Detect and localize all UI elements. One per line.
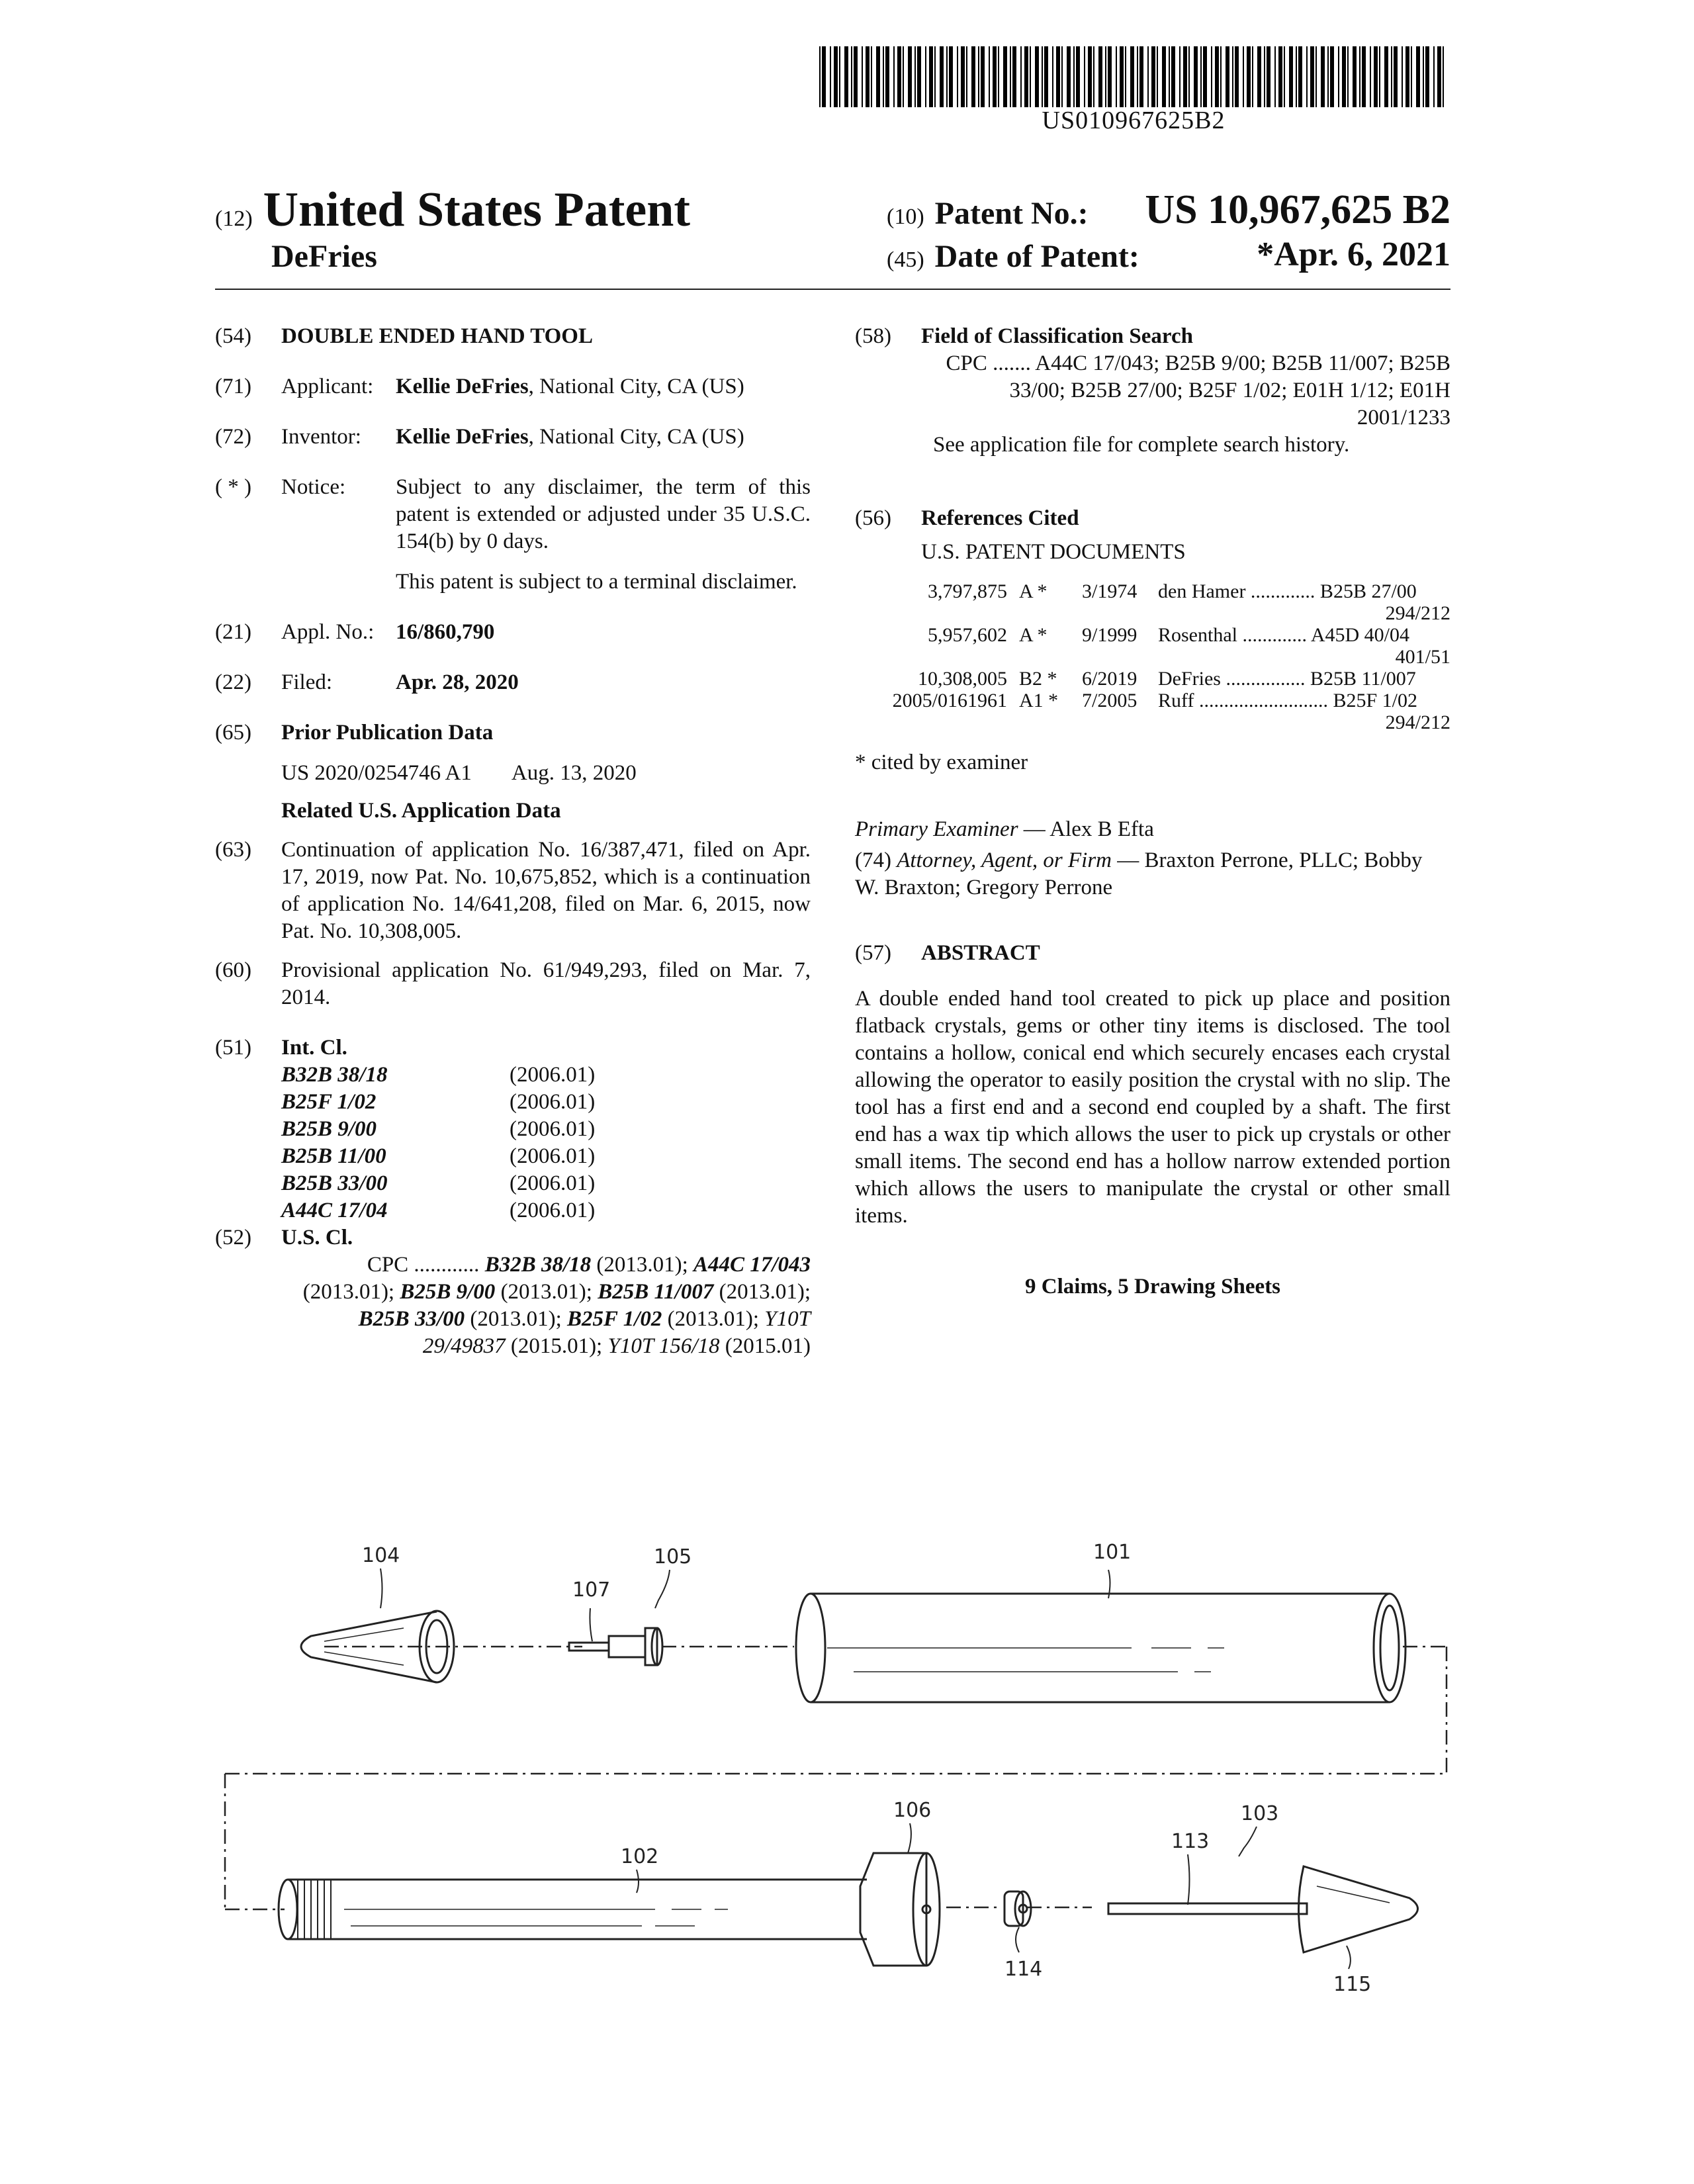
barcode-bar: [1056, 46, 1060, 107]
label-103: 103: [1241, 1802, 1279, 1825]
field-code: (54): [215, 324, 251, 348]
barcode-bar: [1384, 46, 1388, 107]
appl-no-value: 16/860,790: [396, 620, 495, 644]
int-cl-version: (2006.01): [510, 1117, 596, 1141]
barcode-number: US010967625B2: [1042, 107, 1226, 134]
cpc-version: (2013.01);: [465, 1307, 568, 1331]
barcode-bar: [1073, 46, 1075, 107]
field-label: Appl. No.:: [281, 620, 375, 644]
barcode-bar: [1370, 46, 1371, 107]
label-106: 106: [893, 1799, 932, 1822]
field-code: (74): [855, 848, 897, 872]
abstract-section: [855, 940, 1450, 1230]
barcode-bar: [893, 46, 895, 107]
prior-publication-number: US 2020/0254746 A1: [281, 761, 472, 785]
field-of-search-heading: Field of Classification Search: [921, 324, 1193, 348]
barcode-image: [819, 46, 1448, 107]
ref-kind: A *: [1019, 624, 1048, 646]
barcode-bar: [1402, 46, 1403, 107]
label-104: 104: [362, 1544, 400, 1567]
barcode-bar: [830, 46, 831, 107]
title-field: [215, 323, 811, 350]
cpc-class: B25B 11/007: [598, 1280, 714, 1304]
reference-row-extra: [855, 602, 1450, 624]
prior-publication-field: [215, 719, 811, 787]
barcode-bar: [822, 46, 826, 107]
reference-row-extra: [855, 711, 1450, 733]
int-cl-version: (2006.01): [510, 1171, 596, 1195]
barcode-bar: [1252, 46, 1253, 107]
references-heading: References Cited: [921, 506, 1079, 530]
barcode-bar: [1347, 46, 1349, 107]
assembly-lines: [225, 1647, 1447, 1909]
cpc-class: Y10T 29/49837: [422, 1307, 811, 1358]
patent-header-title: [215, 182, 690, 238]
label-114: 114: [1004, 1958, 1043, 1981]
left-column: [215, 323, 811, 1383]
barcode-bar: [1359, 46, 1360, 107]
cpc-class: B25F 1/02: [567, 1307, 662, 1331]
notice-field: [215, 474, 811, 596]
continuation-field: [215, 837, 811, 945]
cpc-version: (2013.01);: [667, 1307, 765, 1331]
int-cl-row: [281, 1197, 595, 1224]
cpc-version: (2013.01);: [719, 1280, 811, 1304]
barcode-bar: [1327, 46, 1329, 107]
barcode-bar: [1235, 46, 1239, 107]
barcode-bar: [929, 46, 933, 107]
collar-106: [860, 1853, 940, 1966]
barcode-bar: [903, 46, 904, 107]
provisional-field: [215, 957, 811, 1011]
barcode-bar: [1067, 46, 1071, 107]
examiner-name: — Alex B Efta: [1018, 817, 1154, 841]
barcode-bar: [851, 46, 852, 107]
notice-text: Subject to any disclaimer, the term of this patent is extended or adjusted under 35 U.S.C. 154(b) by 0 days.: [396, 475, 811, 553]
barcode-bar: [1425, 46, 1429, 107]
barcode: [819, 46, 1448, 107]
barcode-bar: [1084, 46, 1085, 107]
provisional-text: Provisional application No. 61/949,293, filed on Mar. 7, 2014.: [281, 958, 811, 1009]
barcode-bar: [1024, 46, 1028, 107]
inventor-field: [215, 424, 811, 451]
cpc-class: A44C 17/043: [693, 1253, 811, 1277]
barcode-bar: [1274, 46, 1276, 107]
barcode-bar: [1289, 46, 1293, 107]
examiner-label: Primary Examiner: [855, 817, 1018, 841]
prior-publication-date: Aug. 13, 2020: [511, 761, 637, 785]
field-code-45: (45): [887, 248, 924, 272]
ref-name: DeFries ................ B25B 11/007: [1158, 668, 1416, 690]
barcode-bar: [871, 46, 872, 107]
barcode-bar: [1052, 46, 1053, 107]
us-cl-heading: U.S. Cl.: [281, 1226, 353, 1250]
barcode-bar: [1116, 46, 1117, 107]
barcode-bar: [1226, 46, 1229, 107]
field-label: Applicant:: [281, 375, 374, 398]
related-application-heading: Related U.S. Application Data: [281, 799, 561, 823]
barcode-bar: [1405, 46, 1409, 107]
field-code: ( * ): [215, 475, 251, 499]
cited-by-examiner-note: * cited by examiner: [855, 751, 1028, 774]
field-of-search-cpc: CPC ....... A44C 17/043; B25B 9/00; B25B 11/007; B25B 33/00; B25B 27/00; B25F 1/02; E01H 1/12; E01H 2001/1233: [946, 351, 1450, 430]
ref-kind: A *: [1019, 580, 1048, 602]
ref-kind: A1 *: [1019, 690, 1059, 711]
label-105: 105: [654, 1545, 692, 1569]
header-divider: [215, 289, 1450, 290]
barcode-bar: [1211, 46, 1212, 107]
barcode-bar: [957, 46, 958, 107]
int-cl-version: (2006.01): [510, 1199, 596, 1222]
barcode-bar: [949, 46, 953, 107]
int-cl-row: [281, 1170, 595, 1197]
barcode-bar: [1157, 46, 1158, 107]
field-code: (72): [215, 425, 251, 449]
barcode-bar: [1179, 46, 1181, 107]
conical-cap-104: [301, 1611, 454, 1682]
ref-name: den Hamer ............. B25B 27/00: [1158, 580, 1417, 602]
barcode-bar: [1264, 46, 1265, 107]
field-code: (65): [215, 721, 251, 745]
ref-date: 7/2005: [1082, 690, 1137, 711]
field-code: (57): [855, 941, 891, 965]
cpc-version: (2015.01): [719, 1334, 811, 1358]
barcode-bar: [1108, 46, 1112, 107]
barcode-bar: [1338, 46, 1339, 107]
field-label: Notice:: [281, 475, 346, 499]
ring-114: [1004, 1891, 1031, 1926]
date-of-patent-label: [887, 238, 1139, 275]
int-cl-heading: Int. Cl.: [281, 1036, 347, 1060]
field-of-search: [855, 323, 1450, 459]
int-cl-class: A44C 17/04: [281, 1199, 388, 1222]
barcode-bar: [1362, 46, 1366, 107]
field-code: (21): [215, 620, 251, 644]
barcode-bar: [981, 46, 985, 107]
barcode-bar: [897, 46, 901, 107]
reference-row: [855, 690, 1450, 711]
wax-tip-assembly-105: [569, 1628, 662, 1665]
filed-field: [215, 669, 811, 696]
barcode-bar: [1183, 46, 1187, 107]
barcode-bar: [1353, 46, 1357, 107]
cpc-class: Y10T 156/18: [607, 1334, 720, 1358]
field-label: Inventor:: [281, 425, 361, 449]
int-cl-version: (2006.01): [510, 1144, 596, 1168]
field-code-12: (12): [215, 206, 253, 231]
attorney-agent: [855, 847, 1450, 901]
barcode-bar: [1443, 46, 1444, 107]
field-code-10: (10): [887, 205, 924, 229]
shaft-cone-103: [1108, 1866, 1418, 1952]
ref-extra-class: 401/51: [1395, 646, 1450, 668]
barcode-bar: [1169, 46, 1170, 107]
barcode-bar: [914, 46, 916, 107]
barcode-bar: [1147, 46, 1149, 107]
barcode-bar: [946, 46, 948, 107]
prior-publication-heading: Prior Publication Data: [281, 721, 494, 745]
ref-number: 10,308,005: [918, 668, 1007, 690]
field-label: Filed:: [281, 670, 333, 694]
barcode-bar: [1411, 46, 1412, 107]
barcode-bar: [834, 46, 838, 107]
barcode-bar: [1379, 46, 1380, 107]
barcode-bar: [1298, 46, 1302, 107]
field-code: (51): [215, 1036, 251, 1060]
abstract-text: A double ended hand tool created to pick up place and position flatback crystals, gems or other tiny items is disclosed. The tool contains a hollow, conical end which securely encases each crystal allowing the operator to easily position the crystal with no slip. The tool has a first end and a second end coupled by a shaft. The first end has a wax tip which allows the user to pick up crystals or other small items. The second end has a hollow narrow extended portion which allows the users to manipulate the crystal or other small items.: [855, 987, 1450, 1228]
barcode-bar: [1130, 46, 1134, 107]
field-code: (58): [855, 324, 891, 348]
int-cl-class: B25F 1/02: [281, 1090, 377, 1114]
barcode-bar: [971, 46, 975, 107]
int-cl-version: (2006.01): [510, 1063, 596, 1087]
barcode-bar: [1200, 46, 1202, 107]
field-of-search-note: See application file for complete search history.: [933, 433, 1350, 457]
applicant-location: , National City, CA (US): [528, 375, 744, 398]
barcode-bar: [1120, 46, 1124, 107]
invention-title: DOUBLE ENDED HAND TOOL: [281, 324, 593, 348]
barcode-bar: [1012, 46, 1016, 107]
barcode-bar: [1030, 46, 1031, 107]
int-cl-row: [281, 1143, 595, 1170]
barcode-bar: [1020, 46, 1022, 107]
us-patent-documents-heading: U.S. PATENT DOCUMENTS: [921, 540, 1186, 564]
ref-number: 5,957,602: [928, 624, 1007, 646]
barcode-bar: [989, 46, 990, 107]
us-cl-cpc: [281, 1251, 811, 1360]
ref-date: 3/1974: [1082, 580, 1137, 602]
barcode-bar: [1243, 46, 1244, 107]
barcode-bar: [1010, 46, 1011, 107]
field-code: (63): [215, 838, 251, 862]
barcode-bar: [1093, 46, 1094, 107]
barcode-bar: [917, 46, 921, 107]
barcode-bar: [908, 46, 912, 107]
barcode-bar: [966, 46, 967, 107]
ref-date: 9/1999: [1082, 624, 1137, 646]
barcode-bar: [1125, 46, 1126, 107]
references-table: [855, 580, 1450, 733]
ref-number: 3,797,875: [928, 580, 1007, 602]
barcode-bar: [862, 46, 863, 107]
int-cl-class: B25B 11/00: [281, 1144, 386, 1168]
field-code: (22): [215, 670, 251, 694]
ref-kind: B2 *: [1019, 668, 1057, 690]
reference-row-extra: [855, 646, 1450, 668]
reference-row: [855, 580, 1450, 602]
cpc-version: (2013.01);: [302, 1280, 400, 1304]
barcode-bar: [1220, 46, 1222, 107]
barcode-bar: [998, 46, 999, 107]
barcode-bar: [1232, 46, 1233, 107]
barcode-bar: [1374, 46, 1378, 107]
barcode-bar: [819, 46, 821, 107]
field-code: (52): [215, 1226, 251, 1250]
barcode-bar: [866, 46, 869, 107]
int-cl-field: [215, 1034, 811, 1224]
filed-value: Apr. 28, 2020: [396, 670, 519, 694]
label-107: 107: [572, 1578, 611, 1602]
header-inventor: DeFries: [271, 239, 377, 274]
barcode-bar: [1162, 46, 1166, 107]
barcode-bar: [839, 46, 840, 107]
cpc-class: B32B 38/18: [484, 1253, 592, 1277]
barcode-bar: [1137, 46, 1138, 107]
patent-number-label: [887, 195, 1089, 232]
int-cl-class: B25B 33/00: [281, 1171, 388, 1195]
reference-labels: [362, 1541, 1371, 1996]
barcode-bar: [1391, 46, 1392, 107]
barcode-bar: [1296, 46, 1297, 107]
barcode-bar: [876, 46, 880, 107]
barcode-bar: [1188, 46, 1190, 107]
int-cl-class: B32B 38/18: [281, 1063, 388, 1087]
ref-extra-class: 294/212: [1385, 711, 1450, 733]
barcode-bar: [1433, 46, 1435, 107]
int-cl-class: B25B 9/00: [281, 1117, 377, 1141]
date-label-text: Date of Patent:: [934, 239, 1139, 274]
abstract-heading: ABSTRACT: [921, 941, 1040, 965]
barcode-bar: [1416, 46, 1420, 107]
cpc-version: (2013.01);: [591, 1253, 694, 1277]
primary-examiner: [855, 816, 1450, 843]
tube-101: [796, 1594, 1405, 1702]
barcode-bar: [885, 46, 889, 107]
field-code: (56): [855, 506, 891, 530]
barcode-bar: [940, 46, 944, 107]
attorney-label: Attorney, Agent, or Firm: [897, 848, 1112, 872]
barcode-bar: [844, 46, 848, 107]
cpc-version: (2015.01);: [505, 1334, 608, 1358]
inventor-location: , National City, CA (US): [528, 425, 744, 449]
representative-drawing: [192, 1509, 1482, 2071]
barcode-bar: [1098, 46, 1102, 107]
barcode-bar: [1105, 46, 1106, 107]
applicant-name: Kellie DeFries: [396, 375, 529, 398]
barcode-bar: [1061, 46, 1063, 107]
continuation-text: Continuation of application No. 16/387,471, filed on Apr. 17, 2019, now Pat. No. 10,675,852, which is a continuation of application No. 14/641,208, filed on Mar. 6, 2015, now Pat. No. 10,308,005.: [281, 838, 811, 943]
claims-summary: 9 Claims, 5 Drawing Sheets: [1025, 1275, 1280, 1298]
barcode-bar: [1321, 46, 1325, 107]
int-cl-row: [281, 1089, 595, 1116]
barcode-bar: [1278, 46, 1282, 107]
inventor-name: Kellie DeFries: [396, 425, 529, 449]
field-code: (60): [215, 958, 251, 982]
barcode-bar: [883, 46, 884, 107]
barcode-bar: [1267, 46, 1270, 107]
barcode-bar: [1315, 46, 1317, 107]
cpc-class: B25B 33/00: [358, 1307, 465, 1331]
barcode-bar: [854, 46, 858, 107]
barcode-bar: [1215, 46, 1219, 107]
barcode-bar: [1194, 46, 1198, 107]
related-data-heading-row: [215, 797, 811, 825]
int-cl-row: [281, 1062, 595, 1089]
barcode-bar: [1203, 46, 1207, 107]
barcode-bar: [1437, 46, 1441, 107]
barcode-bar: [1139, 46, 1143, 107]
ref-name: Ruff .......................... B25F 1/02: [1158, 690, 1417, 711]
right-column: [855, 323, 1450, 1300]
reference-row: [855, 624, 1450, 646]
barcode-bar: [1035, 46, 1039, 107]
barcode-bar: [1342, 46, 1346, 107]
barcode-bar: [1003, 46, 1007, 107]
int-cl-version: (2006.01): [510, 1090, 596, 1114]
field-code: (71): [215, 375, 251, 398]
cpc-version: (2013.01);: [495, 1280, 598, 1304]
barcode-bar: [1088, 46, 1092, 107]
applicant-field: [215, 373, 811, 400]
label-101: 101: [1093, 1541, 1132, 1564]
barcode-bar: [1306, 46, 1308, 107]
barcode-bar: [1394, 46, 1398, 107]
patent-number: US 10,967,625 B2: [1145, 187, 1450, 232]
reference-row: [855, 668, 1450, 690]
barcode-bar: [1171, 46, 1175, 107]
int-cl-table: [281, 1062, 595, 1224]
us-cl-field: [215, 1224, 811, 1360]
barcode-bar: [1423, 46, 1424, 107]
terminal-disclaimer-text: This patent is subject to a terminal disclaimer.: [396, 570, 797, 594]
label-113: 113: [1171, 1830, 1210, 1853]
barcode-bar: [993, 46, 997, 107]
barcode-bar: [1042, 46, 1043, 107]
patent-no-label-text: Patent No.:: [934, 196, 1089, 231]
barcode-bar: [1044, 46, 1048, 107]
label-115: 115: [1333, 1973, 1372, 1996]
ref-date: 6/2019: [1082, 668, 1137, 690]
date-of-patent: *Apr. 6, 2021: [1257, 236, 1450, 273]
ref-number: 2005/0161961: [892, 690, 1007, 711]
barcode-bar: [1151, 46, 1155, 107]
document-type: United States Patent: [263, 183, 691, 237]
cpc-label: CPC ............: [367, 1253, 480, 1277]
barcode-bar: [1247, 46, 1251, 107]
barcode-bar: [1310, 46, 1314, 107]
ref-extra-class: 294/212: [1385, 602, 1450, 624]
handle-102: [279, 1880, 867, 1939]
barcode-bar: [978, 46, 979, 107]
cpc-class: B25B 9/00: [400, 1280, 496, 1304]
int-cl-row: [281, 1116, 595, 1143]
references-cited: [855, 505, 1450, 776]
appl-no-field: [215, 619, 811, 646]
barcode-bar: [1076, 46, 1080, 107]
barcode-bar: [925, 46, 926, 107]
barcode-bar: [1284, 46, 1285, 107]
barcode-bar: [961, 46, 965, 107]
label-102: 102: [621, 1845, 659, 1868]
ref-name: Rosenthal ............. A45D 40/04: [1158, 624, 1409, 646]
barcode-bar: [1257, 46, 1261, 107]
barcode-bar: [934, 46, 936, 107]
barcode-bar: [1330, 46, 1334, 107]
attorney-names: — Braxton Perrone, PLLC; Bobby W. Braxton; Gregory Perrone: [855, 848, 1423, 899]
